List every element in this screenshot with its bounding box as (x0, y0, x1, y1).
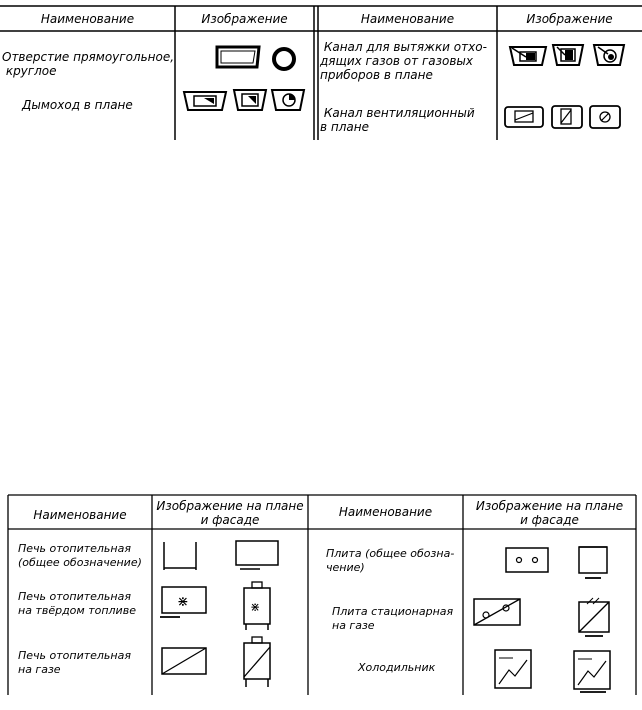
t2-row-stove-gas: Печь отопительная на газе (18, 649, 131, 676)
t2-header-image-1: Изображение на плане и фасаде (156, 499, 304, 527)
t2-row-stove-solid-fuel: Печь отопительная на твёрдом топливе (18, 590, 136, 617)
t2-header-image-2: Изображение на плане и фасаде (475, 499, 624, 527)
t1-row-gas-exhaust: Канал для вытяжки отхо- дящих газов от газовых приборов в плане (320, 40, 487, 82)
svg-text:⋇: ⋇ (177, 594, 189, 610)
gas-exhaust-icon-1 (508, 43, 548, 69)
t1-header-name-2: Наименование (360, 12, 455, 26)
round-opening-icon (270, 45, 298, 73)
t1-row-chimney: Дымоход в плане (22, 98, 133, 112)
t2-row-stove-general: Печь отопительная (общее обозначение) (18, 542, 142, 569)
vent-channel-icon-2 (550, 103, 584, 131)
t1-header-image-1: Изображение (201, 12, 288, 26)
cooker-gas-plan-icon (472, 597, 524, 629)
t2-header-name-1: Наименование (33, 508, 127, 522)
chimney-icon-3 (270, 86, 306, 114)
gas-exhaust-icon-2 (551, 41, 585, 69)
stove-solid-fuel-plan-icon (158, 585, 210, 621)
rect-opening-icon (215, 45, 261, 69)
t1-header-image-2: Изображение (526, 12, 613, 26)
fridge-facade-icon (572, 649, 614, 695)
stove-general-facade-icon (234, 539, 282, 573)
vent-channel-icon-1 (503, 104, 545, 130)
cooker-general-plan-icon (504, 546, 550, 576)
t2-row-fridge: Холодильник (358, 661, 436, 674)
stove-solid-fuel-facade-icon (240, 580, 274, 632)
t2-row-cooker-general: Плита (общее обозна- чение) (326, 547, 455, 574)
stove-gas-plan-icon (160, 646, 210, 678)
cooker-general-facade-icon (575, 543, 611, 581)
stove-gas-facade-icon (240, 635, 274, 691)
chimney-icon-1 (182, 88, 228, 114)
chimney-icon-2 (232, 86, 268, 114)
t1-row-rect-round-opening: Отверстие прямоугольное, круглое (2, 50, 175, 78)
vent-channel-icon-3 (588, 103, 622, 131)
t1-row-vent-channel: Канал вентиляционный в плане (320, 106, 475, 134)
cooker-gas-facade-icon (575, 596, 613, 640)
t2-header-name-2: Наименование (338, 505, 433, 519)
fridge-plan-icon (493, 648, 535, 692)
t2-row-cooker-gas: Плита стационарная на газе (332, 605, 454, 632)
gas-exhaust-icon-3 (592, 41, 626, 69)
svg-text:⋇: ⋇ (250, 600, 261, 614)
stove-general-plan-icon (160, 538, 200, 574)
t1-header-name-1: Наименование (40, 12, 135, 26)
